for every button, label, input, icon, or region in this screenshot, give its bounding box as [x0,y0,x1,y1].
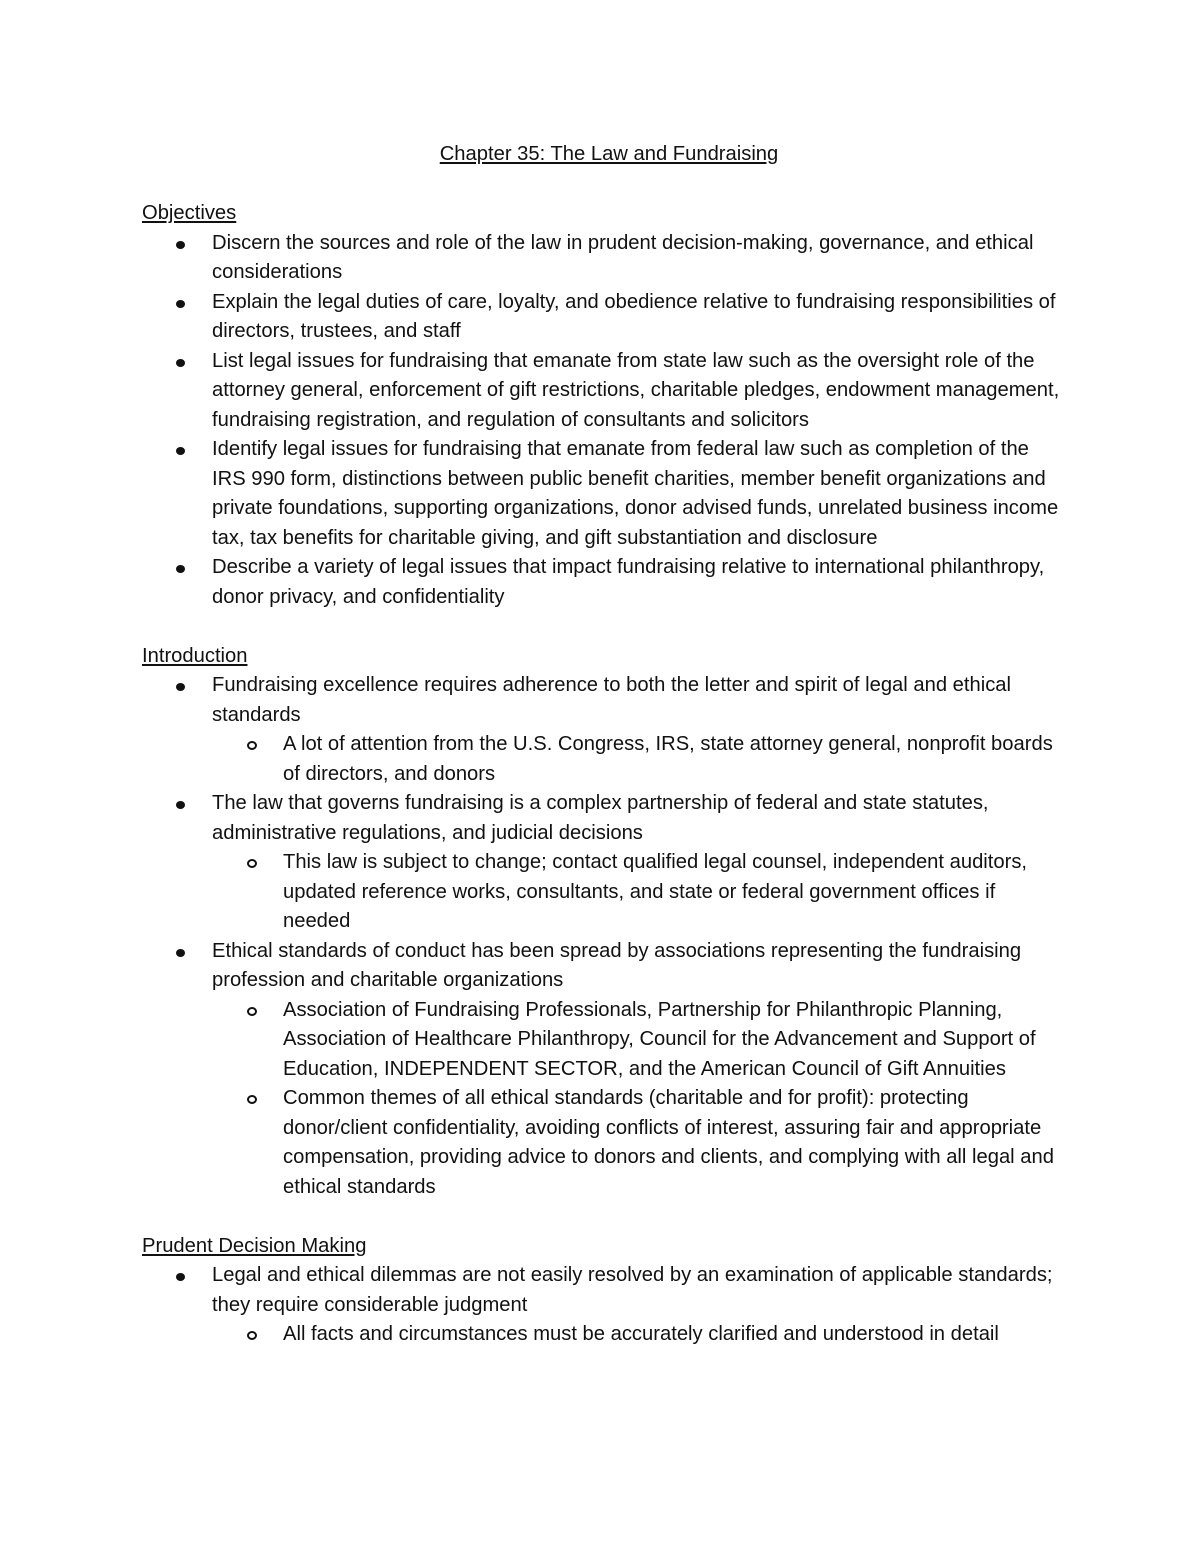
list-item [212,937,1062,1203]
list-item-text: Identify legal issues for fundraising that emanate from federal law such as completion of the IRS 990 form, distinctions between public benefit charities, member benefit organizations and private foundations, supporting organizations, donor advised funds, unrelated business income tax, tax benefits for charitable giving, and gift substantiation and disclosure [212,438,1059,549]
hollow-bullet-icon [247,1007,257,1016]
bullet-icon [176,1273,185,1281]
sub-list-item-text: This law is subject to change; contact qualified legal counsel, independent auditors, updated reference works, consultants, and state or federal government offices if needed [283,851,1028,932]
bullet-icon [176,359,185,367]
list-item [212,789,1062,937]
sub-list-item [283,996,1062,1085]
sub-list-item [283,1320,1062,1350]
list-item [212,435,1062,553]
sub-bullet-list [212,996,1062,1203]
section-objectives [142,199,1062,612]
sub-list-item-text: A lot of attention from the U.S. Congress, IRS, state attorney general, nonprofit boards of directors, and donors [283,733,1053,785]
hollow-bullet-icon [247,741,257,750]
bullet-icon [176,683,185,691]
sub-list-item [283,1084,1062,1202]
section-heading: Objectives [142,202,237,224]
section-heading: Introduction [142,644,248,667]
list-item [212,229,1062,288]
list-item [212,553,1062,612]
bullet-list [142,229,1062,613]
sub-list-item-text: Association of Fundraising Professionals, Partnership for Philanthropic Planning, Association of Healthcare Philanthropy, Council for the Advancement and Support of Education, INDEPENDENT SECTOR, and the American Council of Gift Annuities [283,998,1036,1080]
bullet-icon [176,447,185,455]
section-prudent-decision-making [142,1232,1062,1350]
bullet-icon [176,300,185,308]
sub-list-item-text: Common themes of all ethical standards (charitable and for profit): protecting donor/client confidentiality, avoiding conflicts of interest, assuring fair and appropriate compensation, providing advice to donors and clients, and complying with all legal and ethical standards [283,1087,1054,1198]
list-item-text: Fundraising excellence requires adherence to both the letter and spirit of legal and ethical standards [212,674,1012,726]
list-item-text: List legal issues for fundraising that emanate from state law such as the oversight role of the attorney general, enforcement of gift restrictions, charitable pledges, endowment management, fundraising registration, and regulation of consultants and solicitors [212,349,1060,431]
sub-bullet-list [212,730,1062,789]
sub-list-item [283,730,1062,789]
bullet-icon [176,801,185,809]
bullet-list [142,1261,1062,1350]
document-title: Chapter 35: The Law and Fundraising [439,143,779,165]
list-item [212,671,1062,789]
sub-bullet-list [212,848,1062,937]
list-item [212,1261,1062,1350]
sub-bullet-list [212,1320,1062,1350]
hollow-bullet-icon [247,859,257,868]
list-item-text: Explain the legal duties of care, loyalty, and obedience relative to fundraising responsibilities of directors, trustees, and staff [212,290,1056,342]
list-item [212,288,1062,347]
bullet-icon [176,565,185,573]
list-item-text: Ethical standards of conduct has been spread by associations representing the fundraising profession and charitable organizations [212,939,1022,991]
bullet-list [142,671,1062,1202]
bullet-icon [176,241,185,249]
list-item-text: Legal and ethical dilemmas are not easily resolved by an examination of applicable standards; they require considerable judgment [212,1264,1053,1316]
document-page [142,140,1062,1350]
section-heading: Prudent Decision Making [142,1234,367,1257]
list-item [212,347,1062,436]
hollow-bullet-icon [247,1095,257,1104]
hollow-bullet-icon [247,1331,257,1340]
sub-list-item-text: All facts and circumstances must be accurately clarified and understood in detail [283,1323,999,1345]
list-item-text: The law that governs fundraising is a complex partnership of federal and state statutes, administrative regulations, and judicial decisions [212,792,989,844]
bullet-icon [176,949,185,957]
list-item-text: Describe a variety of legal issues that impact fundraising relative to international philanthropy, donor privacy, and confidentiality [212,556,1045,608]
list-item-text: Discern the sources and role of the law in prudent decision-making, governance, and ethical considerations [212,231,1034,283]
section-introduction [142,642,1062,1203]
sub-list-item [283,848,1062,937]
